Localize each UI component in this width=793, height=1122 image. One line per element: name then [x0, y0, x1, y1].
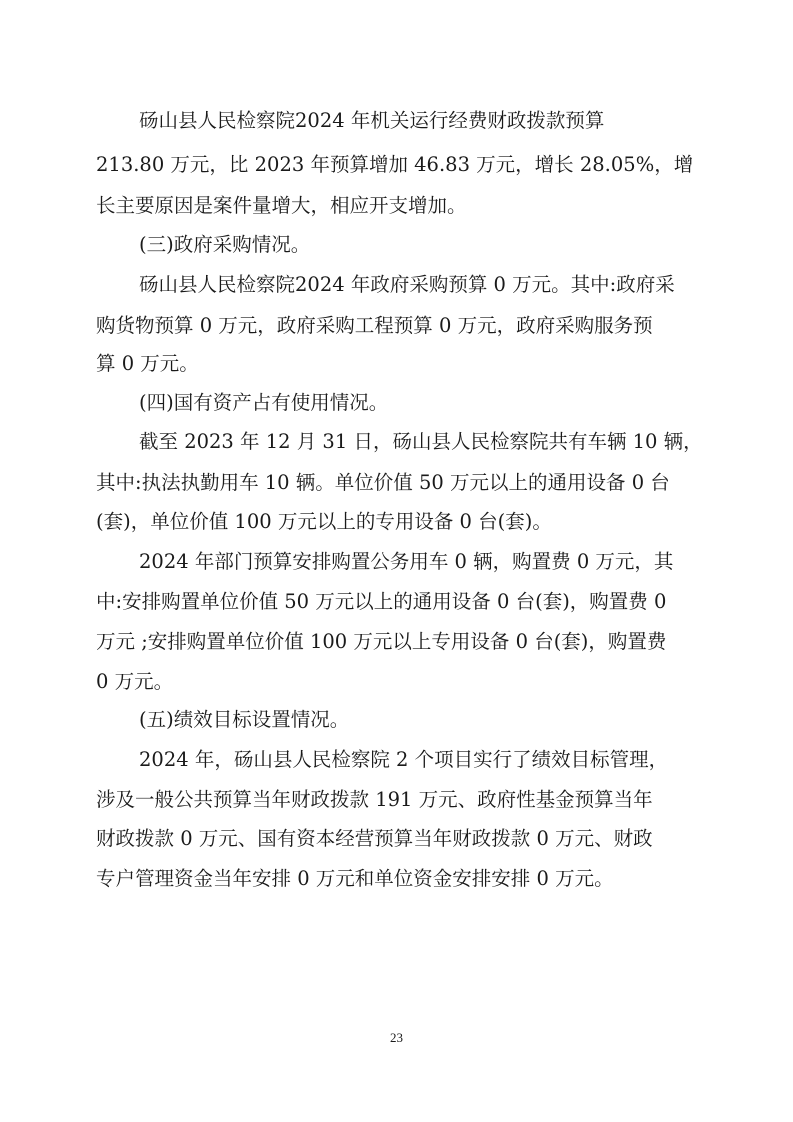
section-heading: (三)政府采购情况。 — [139, 233, 311, 256]
paragraph-line: 财政拨款 0 万元、国有资本经营预算当年财政拨款 0 万元、财政 — [96, 827, 653, 850]
paragraph-line: 砀山县人民检察院2024 年政府采购预算 0 万元。其中:政府采 — [139, 273, 675, 296]
paragraph-line: 长主要原因是案件量增大，相应开支增加。 — [96, 194, 467, 217]
paragraph-line: 中:安排购置单位价值 50 万元以上的通用设备 0 台(套)，购置费 0 — [96, 590, 667, 613]
section-heading: (五)绩效目标设置情况。 — [139, 708, 350, 731]
paragraph-line: 专户管理资金当年安排 0 万元和单位资金安排安排 0 万元。 — [96, 867, 614, 890]
paragraph-line: 213.80 万元，比 2023 年预算增加 46.83 万元，增长 28.05%，增 — [96, 153, 694, 176]
paragraph-line: 算 0 万元。 — [96, 352, 199, 375]
paragraph-line: 其中:执法执勤用车 10 辆。单位价值 50 万元以上的通用设备 0 台 — [96, 471, 670, 494]
paragraph-line: 购货物预算 0 万元，政府采购工程预算 0 万元，政府采购服务预 — [96, 314, 653, 337]
paragraph-line: 0 万元。 — [96, 670, 174, 693]
paragraph-line: 2024 年，砀山县人民检察院 2 个项目实行了绩效目标管理， — [139, 748, 669, 771]
paragraph-line: 2024 年部门预算安排购置公务用车 0 辆，购置费 0 万元，其 — [139, 550, 674, 573]
paragraph-line: 砀山县人民检察院2024 年机关运行经费财政拨款预算 — [139, 109, 605, 132]
page-number: 23 — [390, 1030, 403, 1045]
paragraph-line: (套)，单位价值 100 万元以上的专用设备 0 台(套)。 — [96, 510, 552, 533]
paragraph-line: 截至 2023 年 12 月 31 日，砀山县人民检察院共有车辆 10 辆， — [139, 430, 703, 453]
paragraph-line: 万元 ;安排购置单位价值 100 万元以上专用设备 0 台(套)，购置费 — [96, 630, 667, 653]
section-heading: (四)国有资产占有使用情况。 — [139, 391, 389, 414]
paragraph-line: 涉及一般公共预算当年财政拨款 191 万元、政府性基金预算当年 — [96, 788, 653, 811]
